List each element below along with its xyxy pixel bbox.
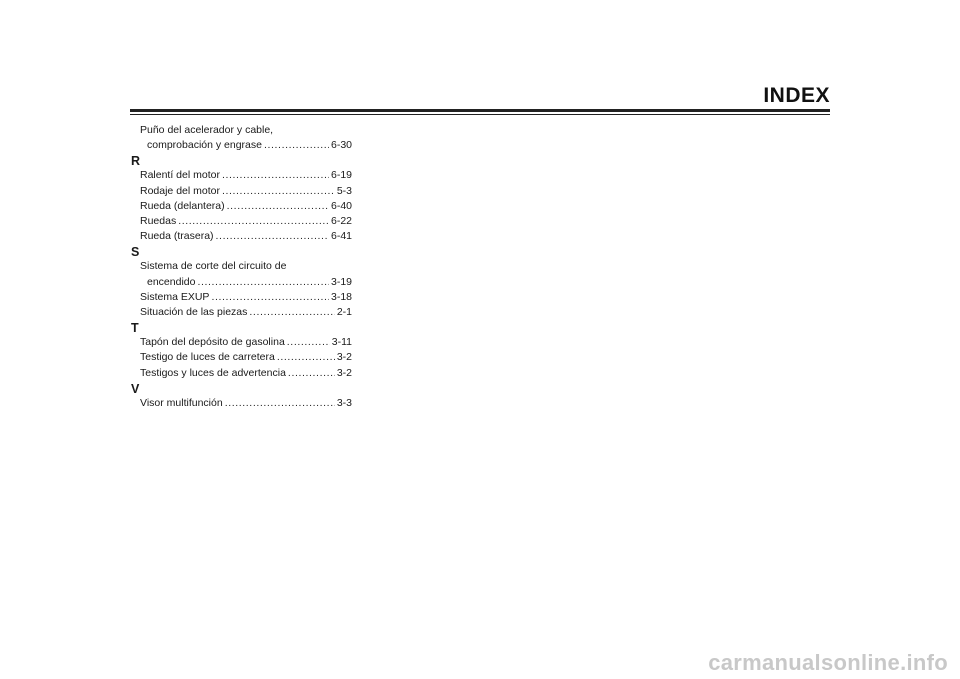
section-letter: S xyxy=(131,245,140,260)
header-rule-thin xyxy=(130,114,830,115)
index-entry: Sistema EXUP ..... 3-18 xyxy=(131,290,352,305)
index-entry: Rodaje del motor ..... 5-3 xyxy=(131,184,352,199)
index-entry: Tapón del depósito de gasolina ..... 3-11 xyxy=(131,335,352,350)
index-entry: encendido ..... 3-19 xyxy=(131,275,352,290)
index-line: Puño del acelerador y cable, xyxy=(140,124,274,136)
section-letter: V xyxy=(131,381,140,396)
index-entry: Testigos y luces de advertencia ..... 3-2 xyxy=(131,366,352,381)
page-title: INDEX xyxy=(763,84,830,107)
index-entry: Situación de las piezas ..... 2-1 xyxy=(131,305,352,320)
index-line: Sistema de corte del circuito de xyxy=(140,260,287,273)
section-letter: R xyxy=(131,154,141,169)
index-entry: Testigo de luces de carretera ..... 3-2 xyxy=(131,350,352,365)
index-list xyxy=(131,123,352,411)
index-entry: Ruedas ..... 6-22 xyxy=(131,214,352,229)
index-entry: Rueda (trasera) ..... 6-41 xyxy=(131,229,352,244)
index-entry: Ralentí del motor ..... 6-19 xyxy=(131,168,352,183)
index-entry: Visor multifunción ..... 3-3 xyxy=(131,396,352,411)
watermark: carmanualsonline.info xyxy=(708,650,948,675)
header-rule-thick xyxy=(130,109,830,112)
index-entry: Rueda (delantera) ..... 6-40 xyxy=(131,199,352,214)
index-entry: comprobación y engrase ..... 6-30 xyxy=(131,138,352,153)
section-letter: T xyxy=(131,321,139,336)
